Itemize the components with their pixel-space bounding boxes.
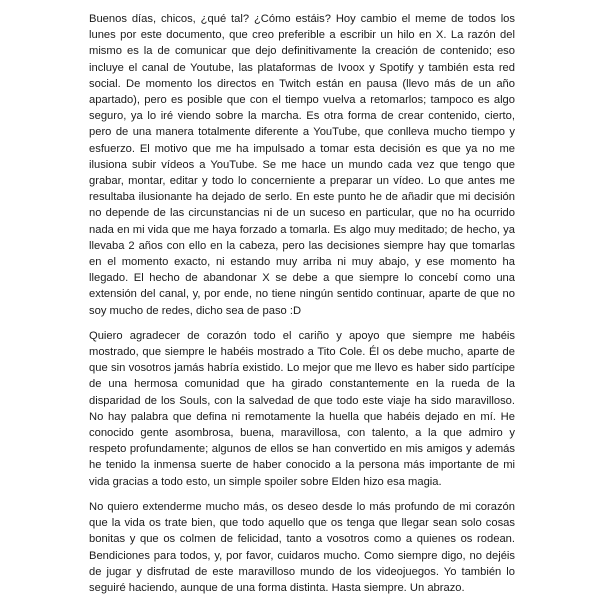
document-body xyxy=(89,11,515,605)
paragraph-farewell: No quiero extenderme mucho más, os deseo desde lo más profundo de mi corazón que la vida os trate bien, que todo aquello que os tenga que llegar sean solo cosas bonitas y que os colmen de felicidad, tanto a vosotros como a quienes os rodean. Bendiciones para todos, y, por favor, cuidaros mucho. Como siempre digo, no dejéis de jugar y disfrutad de este maravilloso mundo de los videojuegos. Yo también lo seguiré haciendo, aunque de una forma distinta. Hasta siempre. Un abrazo. xyxy=(89,500,515,594)
paragraph-announcement: Buenos días, chicos, ¿qué tal? ¿Cómo estáis? Hoy cambio el meme de todos los lunes por este documento, que creo preferible a escribir un hilo en X. La razón del mismo es la de comunicar que dejo definitivamente la creación de contenido; eso incluye el canal de Youtube, las plataformas de Ivoox y Spotify y también esta red social. De momento los directos en Twitch están en pausa (llevo más de un año apartado), pero es posible que con el tiempo vuelva a retomarlos; tampoco es algo seguro, ya lo iré viendo sobre la marcha. Es otra forma de crear contenido, cierto, pero de una manera totalmente diferente a YouTube, que conlleva mucho tiempo y esfuerzo. El motivo que me ha impulsado a tomar esta decisión es que ya no me ilusiona subir vídeos a YouTube. Se me hace un mundo cada vez que tengo que grabar, montar, editar y todo lo concerniente a preparar un vídeo. Lo que antes me resultaba ilusionante ha dejado de serlo. En este punto he de añadir que mi decisión no depende de las circunstancias ni de un suceso en particular, que no ha ocurrido nada en mi vida que me haya forzado a tomarla. Es algo muy meditado; de hecho, ya llevaba 2 años con ello en la cabeza, pero las decisiones siempre hay que tomarlas en el momento exacto, ni estando muy arriba ni muy abajo, y ese momento ha llegado. El hecho de abandonar X se debe a que siempre lo concebí como una extensión del canal, y, por ende, no tiene ningún sentido continuar, aparte de que no soy mucho de redes, dicho sea de paso :D xyxy=(89,13,515,317)
paragraph-gratitude: Quiero agradecer de corazón todo el cariño y apoyo que siempre me habéis mostrado, que siempre le habéis mostrado a Tito Cole. Él os debe mucho, aparte de que sin vosotros jamás habría existido. Lo mejor que me llevo es haber sido partícipe de una hermosa comunidad que ha girado constantemente en la rueda de la disparidad de los Souls, con la salvedad de que todo este viaje ha sido maravilloso. No hay palabra que defina ni remotamente la huella que habéis dejado en mí. He conocido gente asombrosa, buena, maravillosa, con talento, a la que admiro y respeto profundamente; algunos de ellos se han convertido en mis amigos y además he tenido la inmensa suerte de haber conocido a la persona más importante de mi vida gracias a todo esto, un simple spoiler sobre Elden hizo esa magia. xyxy=(89,329,515,488)
